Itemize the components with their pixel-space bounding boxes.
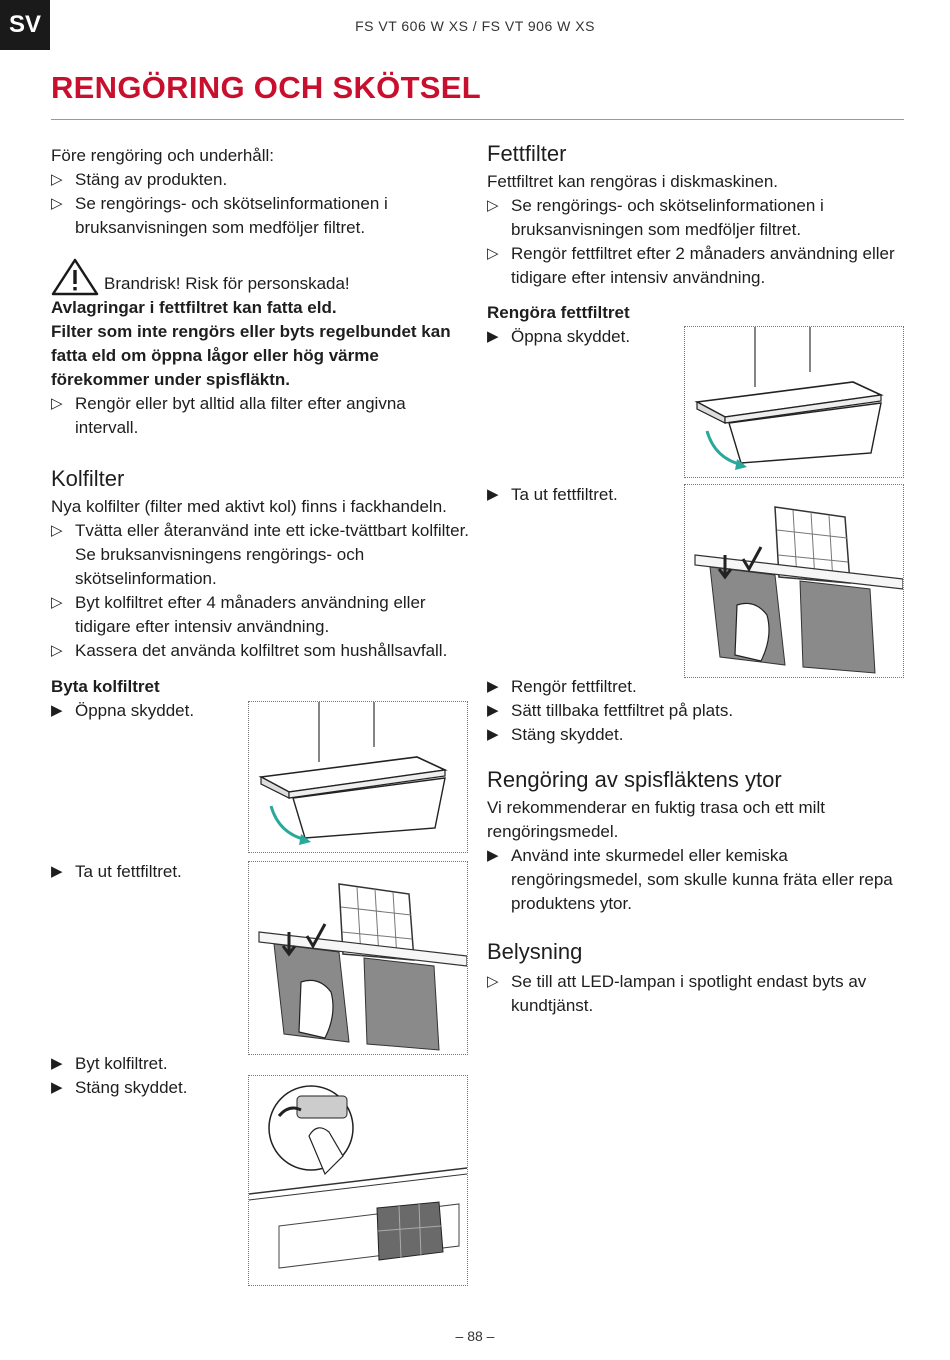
- triangle-outline-icon: ▷: [51, 642, 63, 659]
- step-item: ▶ Sätt tillbaka fettfiltret på plats.: [487, 699, 907, 723]
- list-item: ▷ Stäng av produkten.: [51, 168, 471, 192]
- section-text: Fettfiltret kan rengöras i diskmaskinen.: [487, 172, 779, 191]
- step-item: ▶ Byt kolfiltret.: [51, 1052, 241, 1076]
- fettfilter-steps-2: [487, 483, 677, 507]
- kolfilter-steps-2: [51, 860, 241, 884]
- step-item: ▶ Rengör fettfiltret.: [487, 675, 907, 699]
- step-item: ▶ Använd inte skurmedel eller kemiska rengöringsmedel, som skulle kunna fräta eller repa produktens ytor.: [487, 846, 893, 913]
- step-item: ▶ Öppna skyddet.: [51, 699, 241, 723]
- play-arrow-icon: ▶: [487, 486, 499, 503]
- kolfilter-section: [51, 465, 481, 663]
- language-tab: SV: [0, 0, 50, 50]
- remove-filter-illustration: [684, 484, 904, 678]
- list-item: ▷ Kassera det använda kolfiltret som hushållsavfall.: [51, 639, 481, 663]
- play-arrow-icon: ▶: [487, 702, 499, 719]
- kolfilter-steps-3: [51, 1052, 241, 1100]
- list-item: ▷ Se rengörings- och skötselinformationen i bruksanvisningen som medföljer filtret.: [51, 194, 388, 237]
- triangle-outline-icon: ▷: [487, 197, 499, 214]
- replace-carbon-filter-illustration: [248, 1075, 468, 1286]
- play-arrow-icon: ▶: [487, 726, 499, 743]
- triangle-outline-icon: ▷: [51, 195, 63, 212]
- step-item: ▶ Stäng skyddet.: [51, 1076, 241, 1100]
- step-item: ▶ Stäng skyddet.: [487, 723, 907, 747]
- warning-triangle-icon: [51, 258, 101, 296]
- step-item: ▶ Ta ut fettfiltret.: [487, 483, 677, 507]
- surface-cleaning-section: [487, 766, 907, 916]
- page-number: – 88 –: [455, 1328, 495, 1344]
- section-heading: Rengöring av spisfläktens ytor: [487, 767, 782, 792]
- open-cover-illustration: [684, 326, 904, 478]
- triangle-outline-icon: ▷: [51, 395, 63, 412]
- play-arrow-icon: ▶: [51, 702, 63, 719]
- kolfilter-steps-1: [51, 675, 241, 723]
- list-item: ▷ Rengör eller byt alltid alla filter efter angivna intervall.: [51, 394, 406, 437]
- play-arrow-icon: ▶: [487, 847, 499, 864]
- section-heading: Belysning: [487, 939, 583, 964]
- warning-text: Avlagringar i fettfiltret kan fatta eld.: [51, 298, 337, 317]
- list-item: ▷ Tvätta eller återanvänd inte ett icke-tvättbart kolfilter. Se bruksanvisningens rengörings- och skötselinformation.: [51, 521, 470, 588]
- fettfilter-steps-3: [487, 675, 907, 747]
- fettfilter-steps-1: [487, 301, 677, 349]
- list-item: ▷ Se till att LED-lampan i spotlight endast byts av kundtjänst.: [487, 972, 867, 1015]
- list-item: ▷ Se rengörings- och skötselinformationen i bruksanvisningen som medföljer filtret.: [487, 196, 824, 239]
- fettfilter-section: [487, 140, 907, 290]
- model-number: FS VT 606 W XS / FS VT 906 W XS: [355, 18, 595, 34]
- title-divider: [51, 119, 904, 120]
- lighting-section: [487, 938, 907, 1018]
- page-title: RENGÖRING OCH SKÖTSEL: [51, 70, 481, 105]
- triangle-outline-icon: ▷: [51, 522, 63, 539]
- intro-section: [51, 144, 471, 240]
- triangle-outline-icon: ▷: [51, 171, 63, 188]
- play-arrow-icon: ▶: [51, 1079, 63, 1096]
- warning-heading: Brandrisk! Risk för personskada!: [104, 274, 350, 293]
- play-arrow-icon: ▶: [487, 678, 499, 695]
- warning-block: [51, 258, 461, 440]
- step-item: ▶ Ta ut fettfiltret.: [51, 860, 241, 884]
- remove-filter-illustration: [248, 861, 468, 1055]
- triangle-outline-icon: ▷: [51, 594, 63, 611]
- open-cover-illustration: [248, 701, 468, 853]
- subheading: Byta kolfiltret: [51, 677, 160, 696]
- section-text: Nya kolfilter (filter med aktivt kol) finns i fackhandeln.: [51, 497, 447, 516]
- section-heading: Kolfilter: [51, 466, 125, 491]
- play-arrow-icon: ▶: [51, 863, 63, 880]
- list-item: ▷ Byt kolfiltret efter 4 månaders användning eller tidigare efter intensiv användning.: [51, 593, 426, 636]
- intro-text: Före rengöring och underhåll:: [51, 146, 275, 165]
- step-item: ▶ Öppna skyddet.: [487, 325, 677, 349]
- triangle-outline-icon: ▷: [487, 245, 499, 262]
- triangle-outline-icon: ▷: [487, 973, 499, 990]
- play-arrow-icon: ▶: [51, 1055, 63, 1072]
- section-heading: Fettfilter: [487, 141, 567, 166]
- subheading: Rengöra fettfiltret: [487, 303, 630, 322]
- section-text: Vi rekommenderar en fuktig trasa och ett milt rengöringsmedel.: [487, 798, 825, 841]
- warning-text: Filter som inte rengörs eller byts regelbundet kan fatta eld om öppna lågor eller hög värme förekommer under spisfläktn.: [51, 322, 451, 389]
- play-arrow-icon: ▶: [487, 328, 499, 345]
- list-item: ▷ Rengör fettfiltret efter 2 månaders användning eller tidigare efter intensiv användning.: [487, 244, 895, 287]
